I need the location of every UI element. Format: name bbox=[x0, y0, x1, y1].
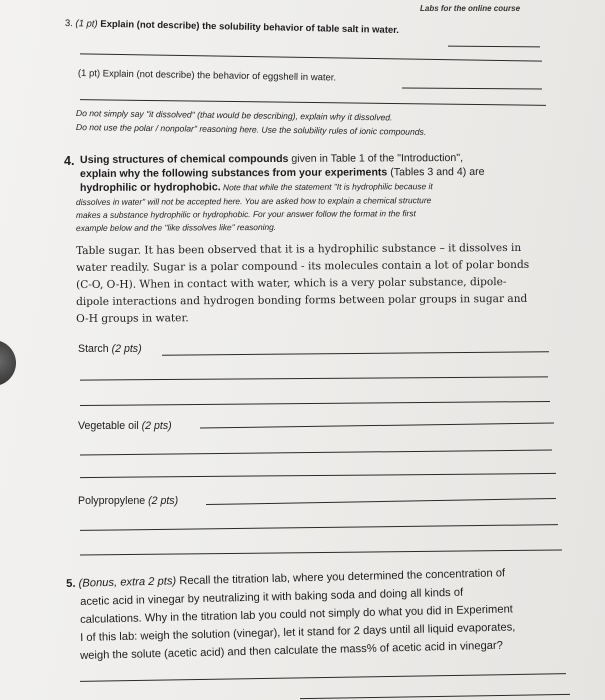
item-name: Polypropylene bbox=[78, 495, 146, 507]
question-4-line-3-bold: hydrophilic or hydrophobic. bbox=[80, 181, 221, 194]
vegetable-oil-answer-line[interactable] bbox=[80, 450, 552, 456]
starch-item bbox=[78, 343, 142, 355]
question-5-line: calculations. Why in the titration lab you could not simply do what you did in Experiment bbox=[80, 603, 513, 626]
item-points: (2 pts) bbox=[111, 343, 142, 355]
question-4-line-2 bbox=[80, 166, 485, 180]
example-answer-line: dipole interactions and hydrogen bonding forms between polar groups in sugar and bbox=[76, 292, 528, 308]
polypropylene-answer-line[interactable] bbox=[80, 549, 562, 555]
item-points: (2 pts) bbox=[141, 420, 172, 432]
question-4-instruction-line: example below and the "like dissolves like" reasoning. bbox=[76, 221, 277, 233]
item-name: Vegetable oil bbox=[78, 420, 139, 432]
example-answer-line: O-H groups in water. bbox=[76, 312, 189, 325]
polypropylene-answer-line[interactable] bbox=[206, 498, 556, 505]
answer-line[interactable] bbox=[402, 88, 542, 90]
starch-answer-line[interactable] bbox=[162, 351, 549, 355]
question-4-instruction-line: dissolves in water" will not be accepted here. You are asked how to explain a chemical structure bbox=[76, 195, 432, 207]
binder-hole bbox=[0, 340, 16, 386]
question-3-points: (1 pt) bbox=[75, 18, 98, 30]
question-4-instruction-line: makes a substance hydrophilic or hydrophobic. For your answer follow the format in the first bbox=[76, 208, 416, 220]
page-header: Labs for the online course bbox=[420, 4, 521, 13]
example-answer-line: Table sugar. It has been observed that it is a hydrophilic substance – it dissolves in bbox=[76, 241, 522, 257]
example-answer-line: water readily. Sugar is a polar compound - its molecules contain a lot of polar bonds bbox=[76, 258, 530, 274]
question-4-line-1-rest: given in Table 1 of the "Introduction", bbox=[288, 151, 464, 165]
answer-line[interactable] bbox=[448, 46, 540, 48]
question-5-number: 5. bbox=[66, 577, 76, 590]
question-5-answer-line[interactable] bbox=[300, 694, 570, 699]
question-4-line-3-italic: Note that while the statement "It is hydrophilic because it bbox=[220, 181, 433, 193]
question-4-line-2-bold: explain why the following substances from your experiments bbox=[80, 166, 388, 180]
question-5-answer-line[interactable] bbox=[80, 673, 566, 682]
question-5-bonus: (Bonus, extra 2 pts) bbox=[78, 575, 177, 590]
question-4-line-1 bbox=[80, 152, 463, 166]
question-5-line: I of this lab: weigh the solution (vinegar), let it stand for 2 days until all liquid evaporates, bbox=[80, 621, 516, 644]
question-3-part-1-text: Explain (not describe) the solubility behavior of table salt in water. bbox=[100, 18, 400, 36]
question-5-line-1-rest: Recall the titration lab, where you determined the concentration of bbox=[176, 567, 506, 588]
vegetable-oil-answer-line[interactable] bbox=[80, 473, 556, 478]
polypropylene-item bbox=[78, 495, 178, 507]
question-5-line: acetic acid in vinegar by neutralizing it with baking soda and doing all kinds of bbox=[80, 586, 464, 608]
question-4-number: 4. bbox=[64, 154, 75, 168]
question-3-note-line-1: Do not simply say "it dissolved" (that would be describing), explain why it dissolved. bbox=[75, 108, 393, 123]
vegetable-oil-item bbox=[78, 420, 172, 432]
answer-line[interactable] bbox=[80, 53, 542, 61]
question-4-line-1-bold: Using structures of chemical compounds bbox=[80, 152, 289, 166]
question-3-part-1 bbox=[65, 18, 399, 36]
question-3-part-2: (1 pt) Explain (not describe) the behavior of eggshell in water. bbox=[77, 68, 337, 84]
question-3-number: 3. bbox=[64, 18, 73, 30]
question-4-line-3 bbox=[80, 180, 433, 194]
vegetable-oil-answer-line[interactable] bbox=[200, 423, 554, 429]
question-4-line-2-rest: (Tables 3 and 4) are bbox=[387, 165, 485, 179]
example-answer-line: (C-O, O-H). When in contact with water, which is a very polar substance, dipole- bbox=[76, 275, 507, 291]
item-points: (2 pts) bbox=[148, 495, 179, 507]
answer-line[interactable] bbox=[80, 99, 546, 106]
polypropylene-answer-line[interactable] bbox=[80, 524, 558, 531]
question-5-line: weigh the solute (acetic acid) and then calculate the mass% of acetic acid in vinegar? bbox=[80, 639, 504, 662]
item-name: Starch bbox=[78, 343, 109, 355]
starch-answer-line[interactable] bbox=[80, 376, 548, 380]
starch-answer-line[interactable] bbox=[80, 401, 550, 406]
question-3-note-line-2: Do not use the polar / nonpolar" reasoning here. Use the solubility rules of ionic compounds. bbox=[75, 122, 427, 137]
